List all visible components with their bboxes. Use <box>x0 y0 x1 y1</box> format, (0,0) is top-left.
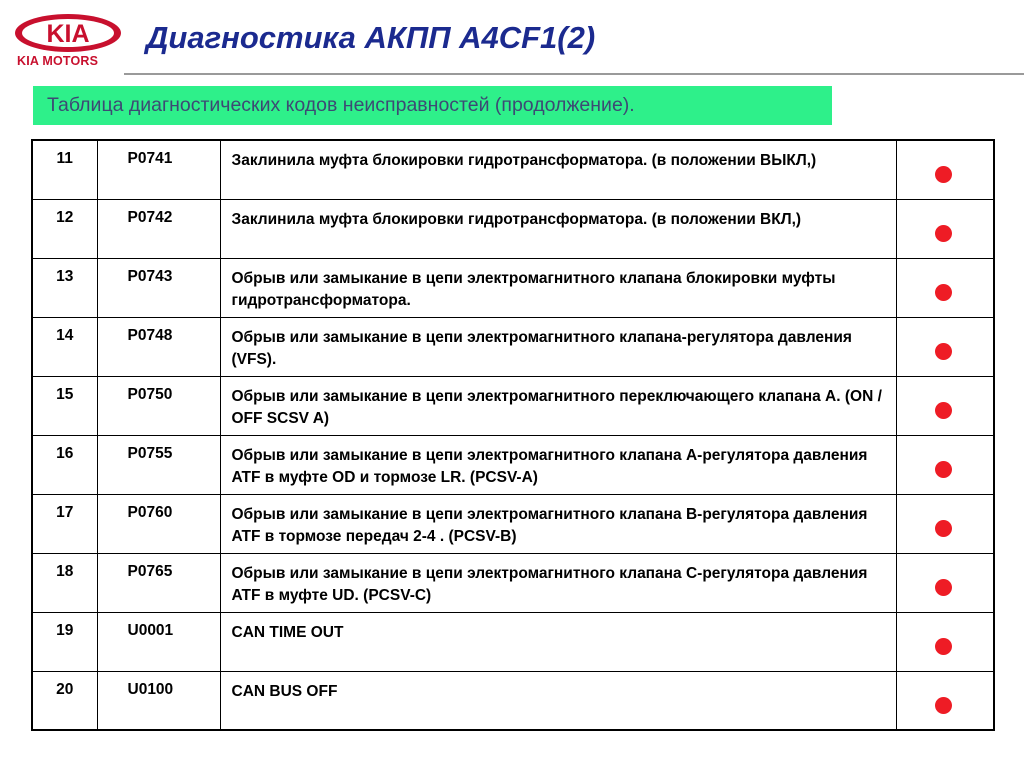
table-row <box>32 612 994 671</box>
fault-description: Обрыв или замыкание в цепи электромагнитного переключающего клапана А. (ON / OFF SCSV A) <box>220 376 896 435</box>
fault-description: Обрыв или замыкание в цепи электромагнитного клапана С-регулятора давления ATF в муфте UD. (PCSV-C) <box>220 553 896 612</box>
red-dot-icon <box>935 225 952 242</box>
fault-code: P0748 <box>97 317 220 376</box>
brand-name: KIA MOTORS <box>17 54 99 68</box>
kia-oval-emblem-icon <box>12 12 124 56</box>
fault-description: Заклинила муфта блокировки гидротрансформатора. (в положении ВКЛ,) <box>220 199 896 258</box>
table-row <box>32 317 994 376</box>
table-row <box>32 199 994 258</box>
fault-code: P0755 <box>97 435 220 494</box>
fault-description: Обрыв или замыкание в цепи электромагнитного клапана В-регулятора давления ATF в тормозе передач 2-4 . (PCSV-B) <box>220 494 896 553</box>
table-row <box>32 671 994 730</box>
indicator-cell <box>896 553 994 612</box>
red-dot-icon <box>935 284 952 301</box>
row-number: 15 <box>32 376 97 435</box>
indicator-cell <box>896 671 994 730</box>
table-body <box>32 140 994 730</box>
indicator-cell <box>896 258 994 317</box>
indicator-cell <box>896 435 994 494</box>
red-dot-icon <box>935 402 952 419</box>
title-divider <box>124 73 1024 75</box>
row-number: 14 <box>32 317 97 376</box>
fault-description: Обрыв или замыкание в цепи электромагнитного клапана блокировки муфты гидротрансформатора. <box>220 258 896 317</box>
red-dot-icon <box>935 343 952 360</box>
fault-code: P0760 <box>97 494 220 553</box>
table-row <box>32 258 994 317</box>
page-title: Диагностика АКПП A4CF1(2) <box>146 20 596 55</box>
logo-lettering: KIA <box>46 20 90 48</box>
table-row <box>32 435 994 494</box>
fault-description: CAN TIME OUT <box>220 612 896 671</box>
red-dot-icon <box>935 520 952 537</box>
fault-description: Обрыв или замыкание в цепи электромагнитного клапана А-регулятора давления ATF в муфте OD и тормозе LR. (PCSV-A) <box>220 435 896 494</box>
row-number: 12 <box>32 199 97 258</box>
fault-code: P0741 <box>97 140 220 199</box>
fault-description: Заклинила муфта блокировки гидротрансформатора. (в положении ВЫКЛ,) <box>220 140 896 199</box>
indicator-cell <box>896 199 994 258</box>
table-row <box>32 553 994 612</box>
table-row <box>32 140 994 199</box>
fault-code: P0765 <box>97 553 220 612</box>
fault-code: U0001 <box>97 612 220 671</box>
row-number: 19 <box>32 612 97 671</box>
diagnostic-codes-table <box>31 139 995 731</box>
indicator-cell <box>896 376 994 435</box>
red-dot-icon <box>935 697 952 714</box>
red-dot-icon <box>935 638 952 655</box>
table-row <box>32 376 994 435</box>
table-row <box>32 494 994 553</box>
fault-description: Обрыв или замыкание в цепи электромагнитного клапана-регулятора давления (VFS). <box>220 317 896 376</box>
indicator-cell <box>896 140 994 199</box>
fault-code: P0743 <box>97 258 220 317</box>
fault-code: P0750 <box>97 376 220 435</box>
red-dot-icon <box>935 166 952 183</box>
fault-code: U0100 <box>97 671 220 730</box>
subtitle-banner: Таблица диагностических кодов неисправностей (продолжение). <box>33 86 832 125</box>
row-number: 13 <box>32 258 97 317</box>
row-number: 16 <box>32 435 97 494</box>
indicator-cell <box>896 317 994 376</box>
row-number: 20 <box>32 671 97 730</box>
fault-code: P0742 <box>97 199 220 258</box>
indicator-cell <box>896 612 994 671</box>
row-number: 17 <box>32 494 97 553</box>
indicator-cell <box>896 494 994 553</box>
red-dot-icon <box>935 579 952 596</box>
red-dot-icon <box>935 461 952 478</box>
row-number: 18 <box>32 553 97 612</box>
fault-description: CAN BUS OFF <box>220 671 896 730</box>
row-number: 11 <box>32 140 97 199</box>
